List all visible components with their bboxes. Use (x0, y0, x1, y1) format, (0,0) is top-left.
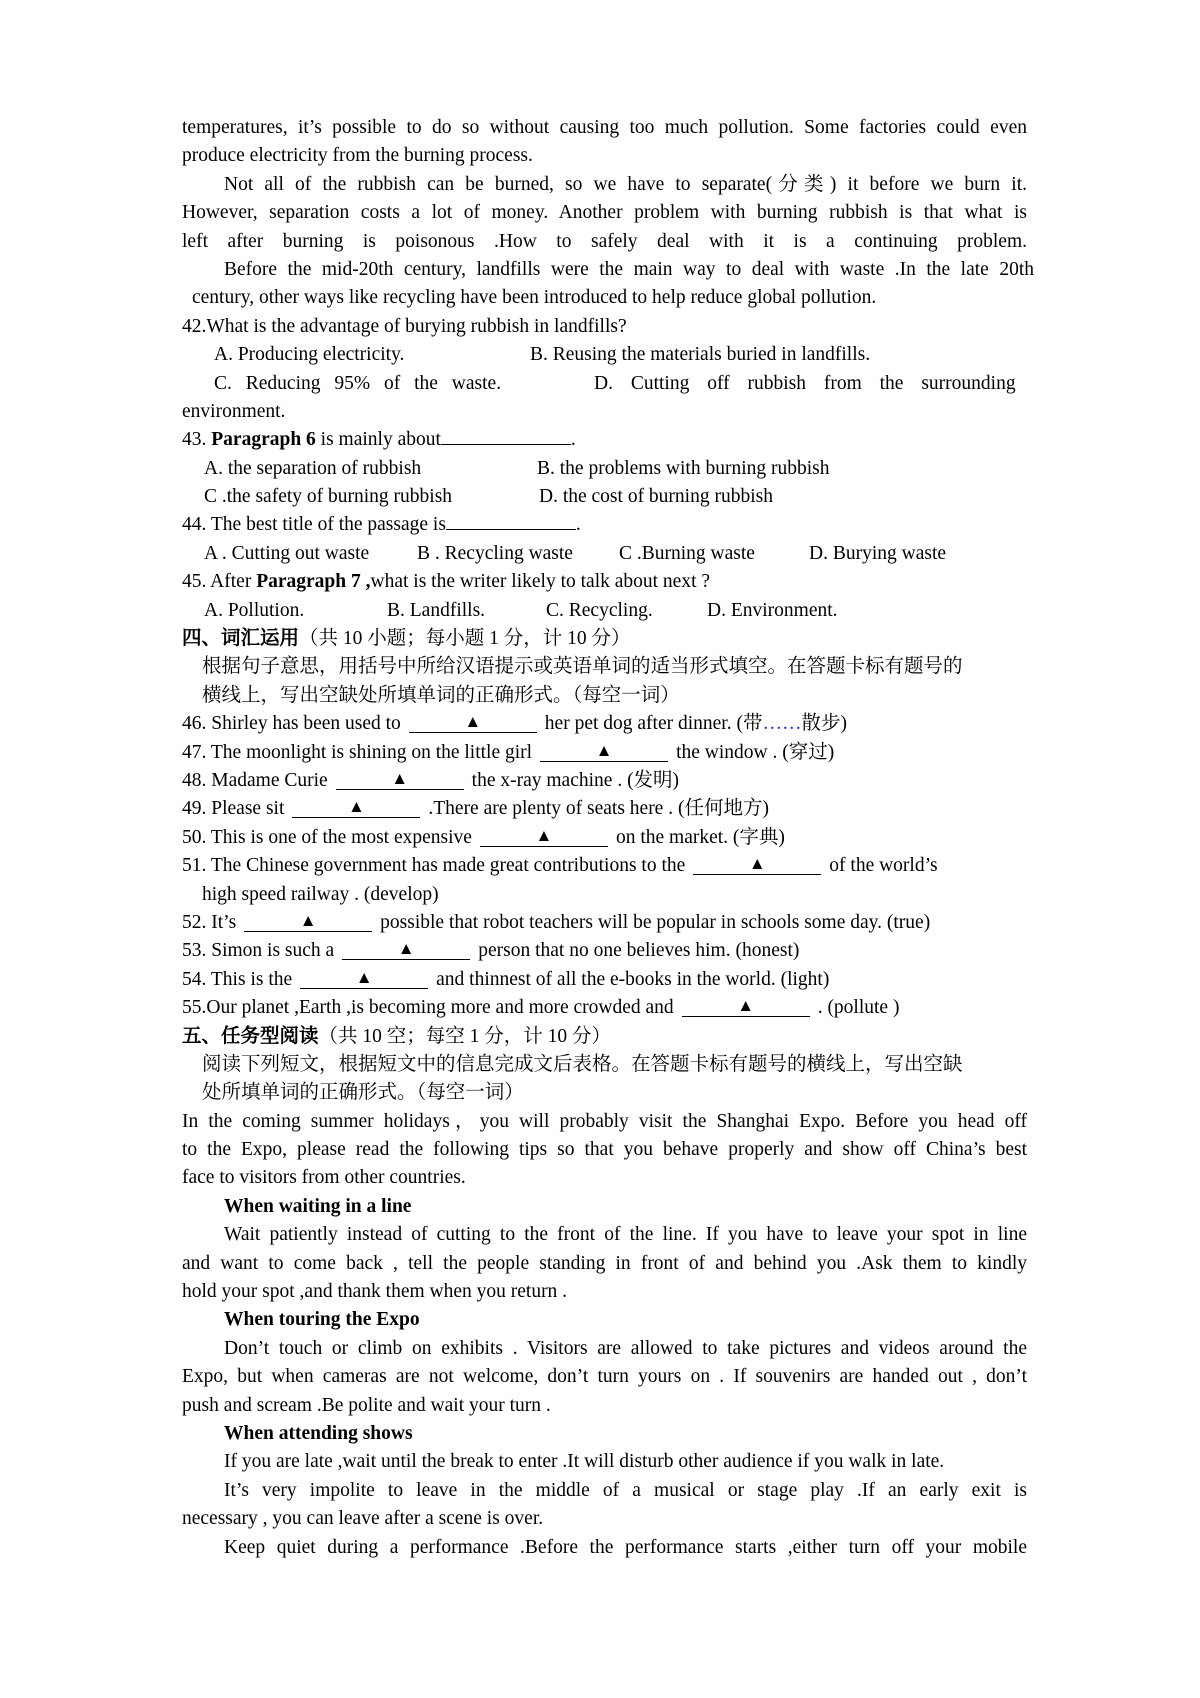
option-c: C .the safety of burning rubbish (204, 486, 453, 508)
option-c: C. Recycling. (546, 599, 653, 621)
answer-blank (540, 741, 668, 762)
option-d: D. Cutting off rubbish from the surrounding (594, 372, 1016, 394)
question-43: 43. Paragraph 6 is mainly about . (182, 426, 1027, 454)
answer-blank (446, 511, 576, 530)
q42-options-cd (182, 370, 1027, 398)
section-4-heading: 四、词汇运用（共 10 小题；每小题 1 分，计 10 分） (182, 628, 631, 650)
vocab-item-54: 54. This is the ▲ and thinnest of all the e-books in the world. (light) (182, 967, 830, 990)
triangle-marker-icon: ▲ (535, 825, 553, 845)
section-4-instructions: 根据句子意思，用括号中所给汉语提示或英语单词的适当形式填空。在答题卡标有题号的 (202, 656, 963, 678)
triangle-marker-icon: ▲ (391, 768, 409, 788)
vocab-item-48: 48. Madame Curie ▲ the x-ray machine . (发明) (182, 768, 680, 791)
triangle-marker-icon: ▲ (737, 996, 755, 1016)
subheading-shows: When attending shows (224, 1422, 413, 1444)
triangle-marker-icon: ▲ (748, 854, 766, 874)
triangle-marker-icon: ▲ (464, 712, 482, 732)
section-5-heading: 五、任务型阅读（共 10 空；每空 1 分，计 10 分） (182, 1025, 612, 1047)
passage-line: temperatures, it’s possible to do so without causing too much pollution. Some factories could even (182, 117, 1027, 138)
option-a: A. the separation of rubbish (204, 457, 422, 479)
section-4-instructions: 横线上，写出空缺处所填单词的正确形式。（每空一词） (202, 684, 680, 706)
answer-blank (409, 712, 537, 733)
passage-line: Keep quiet during a performance .Before the performance starts ,either turn off your mobile (224, 1536, 1027, 1558)
triangle-marker-icon: ▲ (397, 939, 415, 959)
triangle-marker-icon: ▲ (299, 910, 317, 930)
option-a: A. Pollution. (204, 599, 305, 621)
q45-options (182, 597, 1027, 625)
option-d: D. Environment. (707, 599, 838, 621)
triangle-marker-icon: ▲ (347, 797, 365, 817)
passage-line: necessary , you can leave after a scene is over. (182, 1508, 544, 1530)
passage-line: Not all of the rubbish can be burned, so we have to separate(分类) it before we burn it. (224, 173, 1027, 195)
option-d: D. Burying waste (809, 542, 947, 564)
vocab-item-51-continued: high speed railway . (develop) (202, 883, 439, 905)
vocab-item-52: 52. It’s ▲ possible that robot teachers will be popular in schools some day. (true) (182, 910, 931, 933)
passage-line: produce electricity from the burning process. (182, 145, 533, 167)
question-44: 44. The best title of the passage is . (182, 511, 1027, 539)
answer-blank (693, 854, 821, 875)
subheading-waiting: When waiting in a line (224, 1195, 412, 1217)
passage-line: If you are late ,wait until the break to enter .It will disturb other audience if you walk in late. (224, 1451, 945, 1473)
vocab-item-55: 55.Our planet ,Earth ,is becoming more and more crowded and ▲ . (pollute ) (182, 996, 900, 1019)
option-c: C. Reducing 95% of the waste. (214, 372, 502, 394)
option-d-continued: environment. (182, 400, 286, 422)
passage-line: Before the mid-20th century, landfills were the main way to deal with waste .In the late 20th (224, 258, 1034, 280)
vocab-item-51: 51. The Chinese government has made great contributions to the ▲ of the world’s (182, 854, 938, 877)
answer-blank (441, 426, 571, 445)
passage-line: Don’t touch or climb on exhibits . Visitors are allowed to take pictures and videos around the (224, 1337, 1027, 1359)
passage-line: and want to come back , tell the people standing in front of and behind you .Ask them to kindly (182, 1252, 1027, 1274)
question-45: 45. After Paragraph 7 ,what is the writer likely to talk about next ? (182, 571, 711, 593)
passage-line: left after burning is poisonous .How to safely deal with it is a continuing problem. (182, 230, 1027, 252)
vocab-item-50: 50. This is one of the most expensive ▲ on the market. (字典) (182, 825, 785, 848)
triangle-marker-icon: ▲ (355, 967, 373, 987)
q42-options-ab (182, 341, 1027, 369)
passage-line: Expo, but when cameras are not welcome, don’t turn yours on . If souvenirs are handed out , don’t (182, 1366, 1027, 1388)
option-d: D. the cost of burning rubbish (539, 486, 773, 508)
passage-line: face to visitors from other countries. (182, 1167, 466, 1189)
passage-line: In the coming summer holidays，you will probably visit the Shanghai Expo. Before you head off (182, 1110, 1027, 1132)
passage-line: to the Expo, please read the following tips so that you behave properly and show off China’s best (182, 1139, 1027, 1161)
document-page (182, 114, 1034, 1562)
passage-line: push and scream .Be polite and wait your turn . (182, 1394, 551, 1416)
option-a: A . Cutting out waste (204, 542, 370, 564)
passage-line: It’s very impolite to leave in the middle of a musical or stage play .If an early exit is (224, 1479, 1027, 1501)
passage-line: However, separation costs a lot of money. Another problem with burning rubbish is that what is (182, 202, 1027, 224)
answer-blank (292, 797, 420, 818)
vocab-item-47: 47. The moonlight is shining on the little girl ▲ the window . (穿过) (182, 740, 835, 763)
answer-blank (244, 911, 372, 932)
q44-options (182, 540, 1027, 568)
subheading-touring: When touring the Expo (224, 1309, 420, 1331)
vocab-item-49: 49. Please sit ▲ .There are plenty of seats here . (任何地方) (182, 797, 769, 820)
answer-blank (300, 968, 428, 989)
q43-options-ab (182, 455, 1027, 483)
option-c: C .Burning waste (619, 542, 755, 564)
option-b: B . Recycling waste (417, 542, 573, 564)
option-b: B. Reusing the materials buried in landfills. (530, 344, 871, 366)
passage-line: Wait patiently instead of cutting to the front of the line. If you have to leave your spot in line (224, 1224, 1027, 1246)
triangle-marker-icon: ▲ (595, 740, 613, 760)
option-b: B. the problems with burning rubbish (537, 457, 830, 479)
q43-options-cd (182, 483, 1027, 511)
vocab-item-46: 46. Shirley has been used to ▲ her pet dog after dinner. (带……散步) (182, 712, 847, 735)
option-b: B. Landfills. (387, 599, 486, 621)
answer-blank (480, 826, 608, 847)
section-5-instructions: 阅读下列短文，根据短文中的信息完成文后表格。在答题卡标有题号的横线上，写出空缺 (202, 1053, 963, 1075)
passage-line: century, other ways like recycling have been introduced to help reduce global pollution. (192, 287, 877, 309)
question-42: 42.What is the advantage of burying rubbish in landfills? (182, 315, 627, 337)
answer-blank (342, 939, 470, 960)
option-a: A. Producing electricity. (214, 344, 405, 366)
answer-blank (682, 996, 810, 1017)
answer-blank (336, 769, 464, 790)
passage-line: hold your spot ,and thank them when you return . (182, 1281, 568, 1303)
vocab-item-53: 53. Simon is such a ▲ person that no one believes him. (honest) (182, 939, 800, 962)
section-5-instructions: 处所填单词的正确形式。（每空一词） (202, 1082, 524, 1104)
